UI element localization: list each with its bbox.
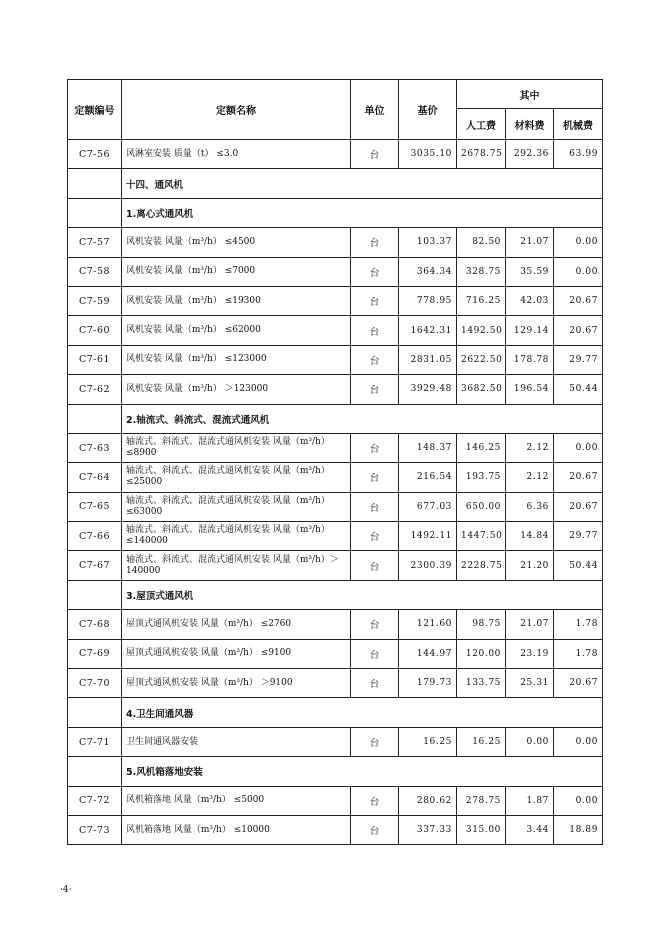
labor-cost: 2228.75 [457,551,506,580]
base-price: 2831.05 [399,345,457,374]
material-cost: 42.03 [506,286,554,315]
labor-cost: 328.75 [457,257,506,286]
table-row [68,492,603,521]
section-title: 1.离心式通风机 [122,198,603,227]
material-cost: 6.36 [506,492,554,521]
quota-name: 风机安装 风量（m³/h） ≤123000 [122,345,351,374]
quota-code: C7-71 [68,727,122,756]
table-row [68,639,603,668]
section-row [68,580,603,609]
quota-unit: 台 [351,228,399,257]
labor-cost: 98.75 [457,610,506,639]
quota-name: 屋顶式通风机安装 风量（m³/h） ≤9100 [122,639,351,668]
base-price: 148.37 [399,433,457,462]
material-cost: 2.12 [506,463,554,492]
quota-code: C7-65 [68,492,122,521]
quota-code: C7-70 [68,669,122,698]
labor-cost: 133.75 [457,669,506,698]
machine-cost: 20.67 [554,286,603,315]
quota-unit: 台 [351,140,399,169]
quota-name: 风机安装 风量（m³/h） ≤4500 [122,228,351,257]
table-row [68,433,603,462]
section-code-cell [68,404,122,433]
base-price: 144.97 [399,639,457,668]
quota-code: C7-67 [68,551,122,580]
table-row [68,551,603,580]
table-row [68,316,603,345]
table-row [68,610,603,639]
section-title: 2.轴流式、斜流式、混流式通风机 [122,404,603,433]
header-among: 其中 [457,80,603,109]
quota-name: 轴流式、斜流式、混流式通风机安装 风量（m³/h）≤140000 [122,522,351,551]
header-machine: 机械费 [554,109,603,140]
material-cost: 21.20 [506,551,554,580]
quota-unit: 台 [351,669,399,698]
labor-cost: 2678.75 [457,140,506,169]
labor-cost: 16.25 [457,727,506,756]
section-title: 4.卫生间通风器 [122,698,603,727]
quota-name: 轴流式、斜流式、混流式通风机安装 风量（m³/h）＞140000 [122,551,351,580]
quota-table [67,79,603,845]
machine-cost: 0.00 [554,433,603,462]
quota-code: C7-66 [68,522,122,551]
table-row [68,669,603,698]
machine-cost: 20.67 [554,492,603,521]
material-cost: 178.78 [506,345,554,374]
quota-unit: 台 [351,815,399,844]
machine-cost: 63.99 [554,140,603,169]
labor-cost: 315.00 [457,815,506,844]
quota-unit: 台 [351,463,399,492]
labor-cost: 1492.50 [457,316,506,345]
quota-code: C7-57 [68,228,122,257]
quota-code: C7-68 [68,610,122,639]
header-labor: 人工费 [457,109,506,140]
machine-cost: 1.78 [554,639,603,668]
header-base-price: 基价 [399,80,457,140]
quota-unit: 台 [351,345,399,374]
table-row [68,257,603,286]
quota-code: C7-63 [68,433,122,462]
section-code-cell [68,757,122,786]
quota-unit: 台 [351,639,399,668]
quota-name: 屋顶式通风机安装 风量（m³/h） ＞9100 [122,669,351,698]
quota-unit: 台 [351,522,399,551]
base-price: 121.60 [399,610,457,639]
base-price: 3929.48 [399,375,457,404]
quota-name: 风机箱落地 风量（m³/h） ≤5000 [122,786,351,815]
table-row [68,140,603,169]
quota-code: C7-56 [68,140,122,169]
section-row [68,169,603,198]
machine-cost: 0.00 [554,786,603,815]
quota-code: C7-62 [68,375,122,404]
quota-unit: 台 [351,727,399,756]
machine-cost: 0.00 [554,228,603,257]
machine-cost: 20.67 [554,669,603,698]
header-name: 定额名称 [122,80,351,140]
machine-cost: 29.77 [554,345,603,374]
quota-unit: 台 [351,610,399,639]
labor-cost: 278.75 [457,786,506,815]
quota-unit: 台 [351,375,399,404]
section-code-cell [68,169,122,198]
quota-code: C7-58 [68,257,122,286]
machine-cost: 0.00 [554,727,603,756]
labor-cost: 2622.50 [457,345,506,374]
quota-name: 风淋室安装 质量（t） ≤3.0 [122,140,351,169]
base-price: 677.03 [399,492,457,521]
section-row [68,698,603,727]
labor-cost: 650.00 [457,492,506,521]
quota-name: 风机箱落地 风量（m³/h） ≤10000 [122,815,351,844]
quota-unit: 台 [351,786,399,815]
labor-cost: 3682.50 [457,375,506,404]
machine-cost: 50.44 [554,375,603,404]
section-row [68,404,603,433]
quota-unit: 台 [351,316,399,345]
material-cost: 35.59 [506,257,554,286]
section-code-cell [68,580,122,609]
material-cost: 23.19 [506,639,554,668]
quota-name: 轴流式、斜流式、混流式通风机安装 风量（m³/h）≤25000 [122,463,351,492]
quota-unit: 台 [351,551,399,580]
section-title: 十四、通风机 [122,169,603,198]
table-row [68,815,603,844]
quota-name: 屋顶式通风机安装 风量（m³/h） ≤2760 [122,610,351,639]
base-price: 280.62 [399,786,457,815]
material-cost: 129.14 [506,316,554,345]
section-title: 3.屋顶式通风机 [122,580,603,609]
header-code: 定额编号 [68,80,122,140]
quota-name: 轴流式、斜流式、混流式通风机安装 风量（m³/h）≤8900 [122,433,351,462]
table-body [68,140,603,845]
quota-unit: 台 [351,433,399,462]
material-cost: 2.12 [506,433,554,462]
header-unit: 单位 [351,80,399,140]
base-price: 3035.10 [399,140,457,169]
quota-unit: 台 [351,286,399,315]
material-cost: 14.84 [506,522,554,551]
machine-cost: 20.67 [554,463,603,492]
quota-code: C7-73 [68,815,122,844]
table-row [68,228,603,257]
quota-code: C7-64 [68,463,122,492]
table-row [68,727,603,756]
base-price: 337.33 [399,815,457,844]
machine-cost: 0.00 [554,257,603,286]
base-price: 1492.11 [399,522,457,551]
machine-cost: 20.67 [554,316,603,345]
machine-cost: 29.77 [554,522,603,551]
quota-code: C7-72 [68,786,122,815]
base-price: 364.34 [399,257,457,286]
labor-cost: 716.25 [457,286,506,315]
table-row [68,286,603,315]
base-price: 1642.31 [399,316,457,345]
table-row [68,463,603,492]
section-code-cell [68,198,122,227]
base-price: 103.37 [399,228,457,257]
labor-cost: 1447.50 [457,522,506,551]
base-price: 778.95 [399,286,457,315]
table-row [68,345,603,374]
material-cost: 21.07 [506,610,554,639]
section-row [68,757,603,786]
quota-name: 风机安装 风量（m³/h） ≤19300 [122,286,351,315]
material-cost: 292.36 [506,140,554,169]
table-row [68,786,603,815]
table-row [68,522,603,551]
material-cost: 25.31 [506,669,554,698]
quota-name: 风机安装 风量（m³/h） ＞123000 [122,375,351,404]
base-price: 16.25 [399,727,457,756]
quota-code: C7-60 [68,316,122,345]
base-price: 179.73 [399,669,457,698]
quota-code: C7-69 [68,639,122,668]
quota-unit: 台 [351,492,399,521]
material-cost: 1.87 [506,786,554,815]
labor-cost: 82.50 [457,228,506,257]
section-code-cell [68,698,122,727]
material-cost: 21.07 [506,228,554,257]
page-number: ·4· [60,885,72,895]
quota-code: C7-61 [68,345,122,374]
header-material: 材料费 [506,109,554,140]
quota-name: 轴流式、斜流式、混流式通风机安装 风量（m³/h）≤63000 [122,492,351,521]
machine-cost: 18.89 [554,815,603,844]
section-title: 5.风机箱落地安装 [122,757,603,786]
labor-cost: 120.00 [457,639,506,668]
quota-unit: 台 [351,257,399,286]
machine-cost: 50.44 [554,551,603,580]
quota-name: 风机安装 风量（m³/h） ≤7000 [122,257,351,286]
quota-name: 卫生间通风器安装 [122,727,351,756]
base-price: 216.54 [399,463,457,492]
base-price: 2300.39 [399,551,457,580]
machine-cost: 1.78 [554,610,603,639]
material-cost: 0.00 [506,727,554,756]
quota-name: 风机安装 风量（m³/h） ≤62000 [122,316,351,345]
table-row [68,375,603,404]
labor-cost: 193.75 [457,463,506,492]
material-cost: 3.44 [506,815,554,844]
quota-code: C7-59 [68,286,122,315]
material-cost: 196.54 [506,375,554,404]
section-row [68,198,603,227]
labor-cost: 146.25 [457,433,506,462]
